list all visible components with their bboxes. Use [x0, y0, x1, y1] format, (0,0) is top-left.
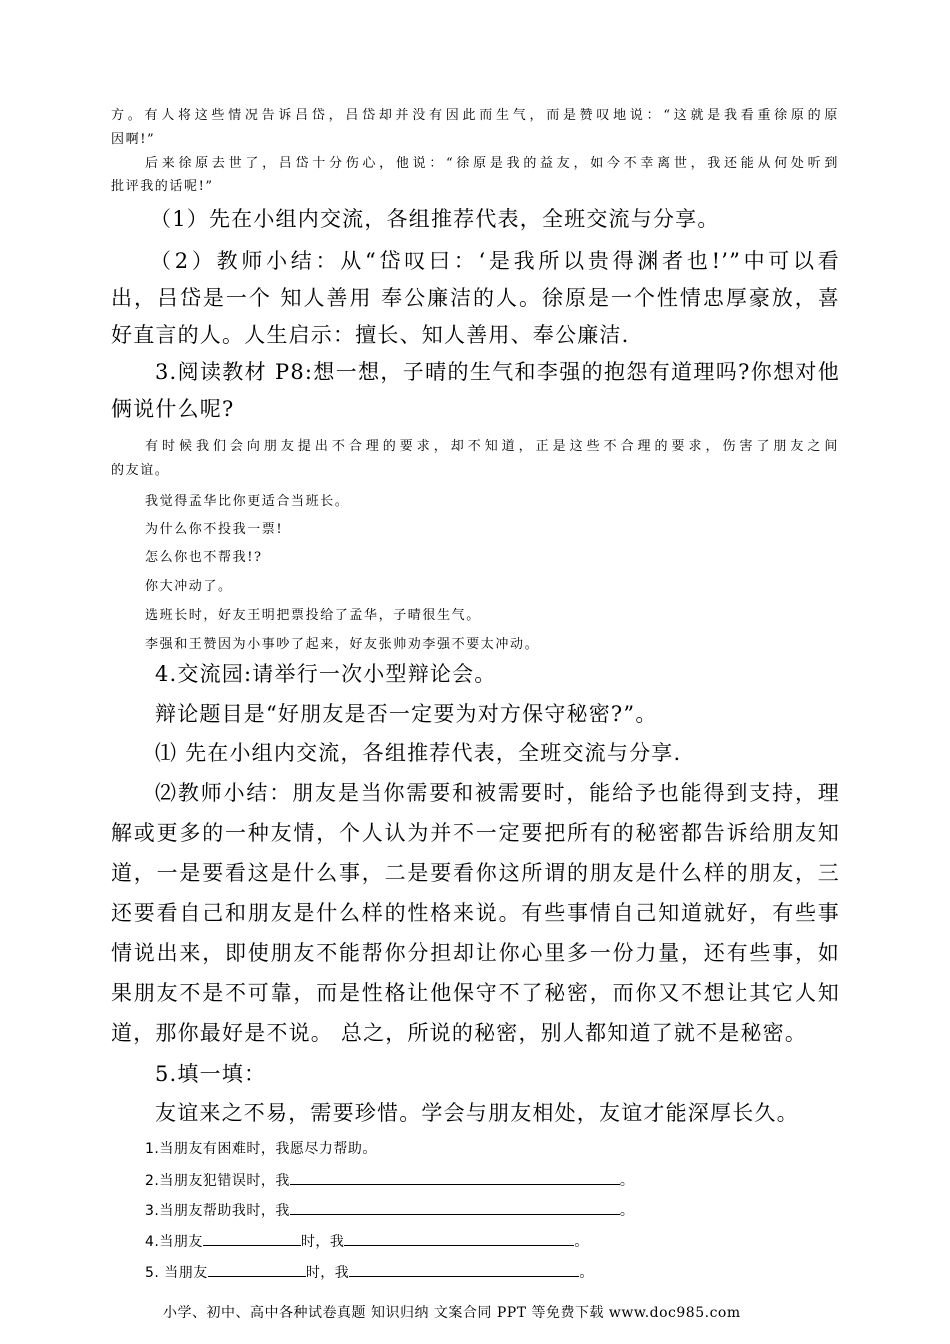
- fill-item-5-mid: 时，我: [305, 1265, 350, 1281]
- quote-item: 选班长时，好友王明把票投给了孟华，子晴很生气。: [145, 608, 481, 623]
- teacher-summary-line-3: 好直言的人。人生启示：擅长、知人善用、奉公廉洁.: [111, 323, 630, 347]
- fill-item-4: [145, 1231, 589, 1251]
- debate-summary-line: 果朋友不是不可靠，而是性格让他保守不了秘密，而你又不想让其它人知: [111, 981, 840, 1005]
- part4-title: 4.交流园:请举行一次小型辩论会。: [155, 662, 497, 686]
- debate-summary-line: ⑵教师小结：朋友是当你需要和被需要时，能给予也能得到支持，理: [155, 781, 840, 805]
- page-footer: 小学、初中、高中各种试卷真题 知识归纳 文案合同 PPT 等免费下载 www.doc985.com: [163, 1305, 741, 1321]
- fill-blank-3[interactable]: [290, 1201, 620, 1215]
- story-line-3: 后来徐原去世了，吕岱十分伤心，他说：“徐原是我的益友，如今不幸离世，我还能从何处听到: [145, 156, 839, 171]
- part5-title: 5.填一填：: [155, 1062, 267, 1086]
- fill-item-5: [145, 1262, 594, 1282]
- fill-blank-4b[interactable]: [344, 1232, 574, 1246]
- part3-intro-line-1: 有时候我们会向朋友提出不合理的要求，却不知道，正是这些不合理的要求，伤害了朋友之间: [145, 439, 839, 454]
- discussion-step-1: （1）先在小组内交流，各组推荐代表，全班交流与分享。: [150, 207, 720, 231]
- teacher-summary-line-1: （2）教师小结：从“岱叹曰：‘是我所以贵得渊者也!’”中可以看: [150, 249, 840, 273]
- part5-lead: 友谊来之不易，需要珍惜。学会与朋友相处，友谊才能深厚长久。: [155, 1101, 799, 1125]
- debate-topic: 辩论题目是“好朋友是否一定要为对方保守秘密?”。: [155, 702, 658, 726]
- quote-item: 我觉得孟华比你更适合当班长。: [145, 494, 350, 509]
- fill-item-3-prefix: 3.当朋友帮助我时，我: [145, 1203, 290, 1219]
- fill-item-3: [145, 1200, 634, 1220]
- quote-item: 李强和王赞因为小事吵了起来，好友张帅劝李强不要太冲动。: [145, 637, 540, 652]
- part3-title-line-1: 3.阅读教材 P8:想一想，子晴的生气和李强的抱怨有道理吗?你想对他: [155, 360, 840, 384]
- fill-blank-4a[interactable]: [203, 1232, 301, 1246]
- debate-summary-line: 情说出来，即使朋友不能帮你分担却让你心里多一份力量，还有些事，如: [111, 941, 840, 965]
- quote-item: 怎么你也不帮我!?: [145, 550, 263, 565]
- fill-blank-5a[interactable]: [208, 1263, 306, 1277]
- fill-item-2: [145, 1170, 634, 1190]
- story-line-4: 批评我的话呢!”: [111, 179, 214, 194]
- quote-item: 为什么你不投我一票!: [145, 522, 284, 537]
- story-line-1: 方。有人将这些情况告诉吕岱，吕岱却并没有因此而生气，而是赞叹地说：“这就是我看重徐原的原: [111, 108, 839, 123]
- debate-summary-line: 道，一是要看这是什么事，二是要看你这所谓的朋友是什么样的朋友，三: [111, 861, 840, 885]
- fill-item-4-mid: 时，我: [300, 1234, 345, 1250]
- fill-period: 。: [579, 1265, 594, 1281]
- fill-blank-5b[interactable]: [349, 1263, 579, 1277]
- debate-summary-line: 还要看自己和朋友是什么样的性格来说。有些事情自己知道就好，有些事: [111, 901, 840, 925]
- debate-step-1: ⑴ 先在小组内交流，各组推荐代表，全班交流与分享.: [155, 741, 682, 765]
- fill-item-2-prefix: 2.当朋友犯错误时，我: [145, 1173, 290, 1189]
- fill-period: 。: [574, 1234, 589, 1250]
- fill-blank-2[interactable]: [290, 1171, 620, 1185]
- story-line-2: 因啊!”: [111, 132, 156, 147]
- debate-summary-line: 解或更多的一种友情，个人认为并不一定要把所有的秘密都告诉给朋友知: [111, 821, 840, 845]
- fill-item-5-prefix: 5. 当朋友: [145, 1265, 208, 1281]
- teacher-summary-line-2: 出，吕岱是一个 知人善用 奉公廉洁的人。徐原是一个性情忠厚豪放，喜: [111, 286, 840, 310]
- fill-period: 。: [619, 1173, 635, 1189]
- debate-summary-line: 道，那你最好是不说。 总之，所说的秘密，别人都知道了就不是秘密。: [111, 1021, 808, 1045]
- fill-item-4-prefix: 4.当朋友: [145, 1234, 203, 1250]
- fill-period: 。: [619, 1203, 635, 1219]
- quote-item: 你大冲动了。: [145, 579, 233, 594]
- fill-item-1: 1.当朋友有困难时，我愿尽力帮助。: [145, 1141, 377, 1157]
- part3-title-line-2: 俩说什么呢?: [111, 397, 235, 421]
- part3-intro-line-2: 的友谊。: [111, 463, 170, 478]
